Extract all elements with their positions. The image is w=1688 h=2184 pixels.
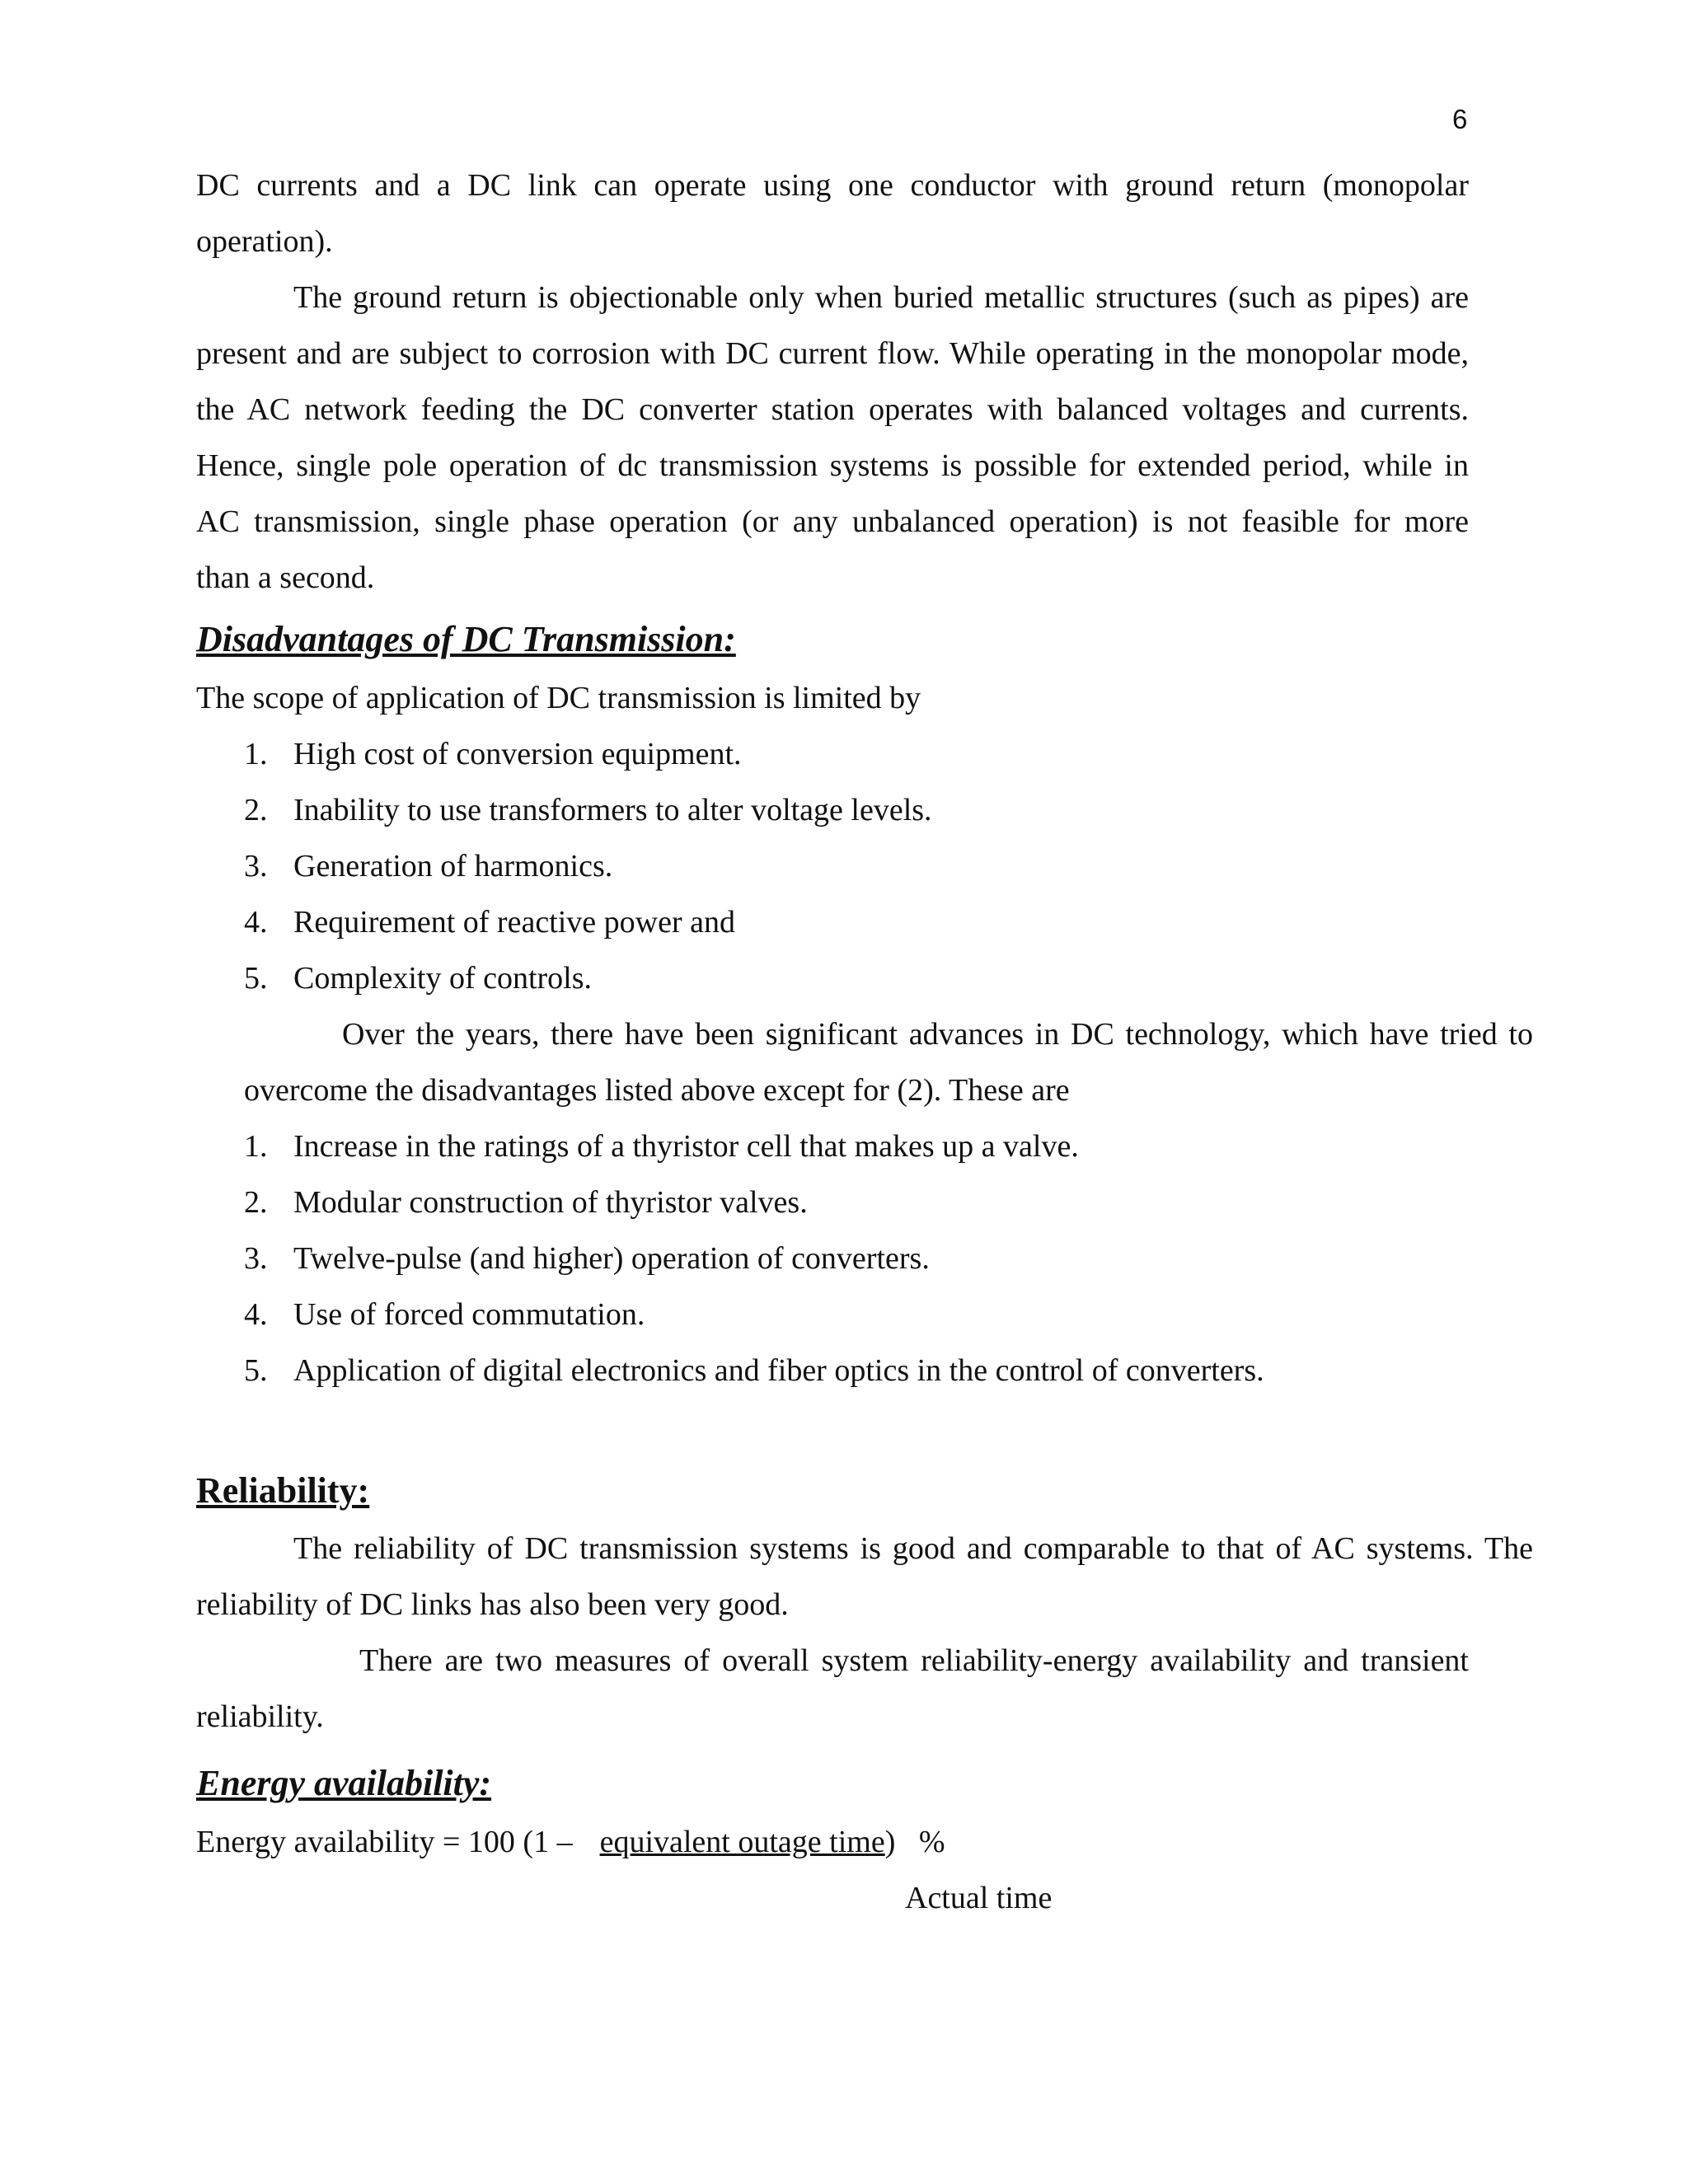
list-number: 5. xyxy=(244,1353,268,1388)
text-line: Hence, single pole operation of dc transmission systems is possible for extended period, while in xyxy=(196,448,1469,483)
section-heading: Reliability: xyxy=(196,1470,370,1511)
text-line: There are two measures of overall system reliability-energy availability and transient xyxy=(359,1643,1469,1678)
list-text: Use of forced commutation. xyxy=(293,1297,645,1332)
formula-suffix: ) % xyxy=(884,1825,945,1859)
list-number: 1. xyxy=(244,737,268,771)
list-text: Twelve-pulse (and higher) operation of converters. xyxy=(293,1241,930,1276)
list-text: Inability to use transformers to alter voltage levels. xyxy=(293,793,932,827)
list-text: Complexity of controls. xyxy=(293,961,593,996)
list-number: 3. xyxy=(244,1241,268,1276)
page-number: 6 xyxy=(1452,104,1468,134)
text-line: Over the years, there have been significant advances in DC technology, which have tried to xyxy=(342,1017,1533,1052)
formula-prefix: Energy availability = 100 (1 – xyxy=(196,1825,573,1859)
list-text: Generation of harmonics. xyxy=(293,849,613,883)
list-text: Increase in the ratings of a thyristor cell that makes up a valve. xyxy=(293,1129,1079,1164)
list-number: 3. xyxy=(244,849,268,883)
section-heading: Energy availability: xyxy=(196,1763,492,1803)
text-line: The ground return is objectionable only when buried metallic structures (such as pipes) are xyxy=(293,280,1469,315)
formula-numerator: equivalent outage time xyxy=(599,1825,885,1859)
text-line: AC transmission, single phase operation (or any unbalanced operation) is not feasible for more xyxy=(196,504,1469,539)
text-line: The scope of application of DC transmission is limited by xyxy=(196,681,921,715)
text-line: overcome the disadvantages listed above except for (2). These are xyxy=(244,1073,1070,1108)
list-number: 2. xyxy=(244,1185,268,1220)
text-line: The reliability of DC transmission systems is good and comparable to that of AC systems. The xyxy=(293,1531,1533,1566)
section-heading: Disadvantages of DC Transmission: xyxy=(196,619,736,659)
text-line: reliability of DC links has also been very good. xyxy=(196,1587,789,1622)
list-number: 4. xyxy=(244,905,268,940)
list-number: 5. xyxy=(244,961,268,996)
text-line: operation). xyxy=(196,224,333,259)
list-text: Modular construction of thyristor valves. xyxy=(293,1185,808,1220)
text-line: than a second. xyxy=(196,560,375,595)
list-number: 2. xyxy=(244,793,268,827)
list-number: 4. xyxy=(244,1297,268,1332)
text-line: DC currents and a DC link can operate using one conductor with ground return (monopolar xyxy=(196,168,1469,203)
formula xyxy=(196,1824,945,1860)
text-line: reliability. xyxy=(196,1699,324,1734)
list-number: 1. xyxy=(244,1129,268,1164)
text-line: the AC network feeding the DC converter station operates with balanced voltages and currents. xyxy=(196,392,1469,427)
list-text: Requirement of reactive power and xyxy=(293,905,735,940)
formula-denominator: Actual time xyxy=(905,1881,1053,1915)
text-line: present and are subject to corrosion with DC current flow. While operating in the monopolar mode, xyxy=(196,336,1469,371)
list-text: High cost of conversion equipment. xyxy=(293,737,742,771)
list-text: Application of digital electronics and fiber optics in the control of converters. xyxy=(293,1353,1264,1388)
